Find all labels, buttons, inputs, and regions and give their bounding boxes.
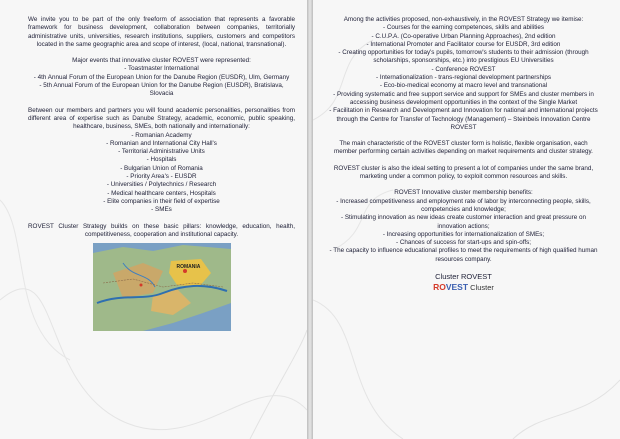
events-section (28, 57, 295, 98)
activity-item: - Conference ROVEST (431, 65, 496, 73)
danube-region-map (93, 243, 231, 331)
activity-item: - Providing systematic and free support service and support for SMEs and cluster members in accessing business development opportunities in the context of the Single Market (333, 90, 594, 106)
benefit-item: - Increasing opportunities for internationalization of SMEs; (382, 230, 545, 238)
activities-section (329, 16, 598, 132)
activities-heading: Among the activities proposed, non-exhaustively, in the ROVEST Strategy we itemise: (343, 16, 584, 23)
logo-vest: VEST (445, 282, 469, 293)
partner-item: - Bulgarian Union of Romania (120, 164, 203, 172)
partner-item: - Elite companies in their field of expertise (103, 197, 220, 205)
pillars-paragraph: ROVEST Cluster Strategy builds on these basic pillars: knowledge, education, health, competitiveness, cooperation and institutional capacity. (28, 222, 295, 238)
partner-item: - SMEs (151, 206, 172, 214)
partner-item: - Priority Area's - EUSDR (126, 173, 197, 181)
benefit-item: - The capacity to influence educational profiles to meet the requirements of high qualified human resources company. (329, 247, 598, 263)
left-page (0, 0, 307, 439)
partners-intro: Between our members and partners you will found academic personalities, personalities from different area of expertise such as Danube Strategy, academic, economic, public speaking, healthcare, business, SMEs, both nationally and internationally: (28, 106, 295, 131)
partner-item: - Territorial Administrative Units (118, 148, 205, 156)
activity-item: - Eco-bio-medical economy at macro level and transnational (379, 82, 548, 90)
partner-item: - Romanian Academy (131, 131, 192, 139)
map-country-label: ROMANIA (176, 264, 201, 271)
activity-item: - Creating opportunities for today's pupils, tomorrow's students to their admission (through scholarships, sponsorships, etc.) into prestigious EU Universities (338, 49, 589, 65)
logo-ro: RO (433, 282, 446, 293)
activity-item: - Internationalization - trans-regional development partnerships (375, 74, 551, 82)
partner-item: - Universities / Polytechnics / Research (106, 181, 217, 189)
partner-item: - Romanian and International City Hall's (106, 139, 217, 147)
logo-cluster: Cluster (470, 283, 494, 293)
partners-section (28, 107, 295, 215)
benefit-item: - Chances of success for start-ups and spin-offs; (396, 239, 531, 247)
signature-text: Cluster ROVEST (435, 272, 492, 282)
benefit-item: - Increased competitiveness and employment rate of labor by interconnecting people, skills, competencies and knowledge; (336, 197, 591, 213)
partner-item: - Medical healthcare centers, Hospitals (107, 189, 216, 197)
benefits-section (329, 189, 598, 264)
activity-item: - Facilitation in Research and Development and Innovation for national and international projects through the Centre for Transfer of Technology (Management) – Steinbeis Innovation Centre ROVEST (329, 107, 598, 131)
activity-item: - C.U.P.A. (Co-operative Urban Planning Approaches), 2nd edition (371, 32, 556, 40)
activity-item: - Courses for the earning competences, skills and abilities (383, 24, 544, 32)
right-page (313, 0, 620, 439)
event-item: - 4th Annual Forum of the European Union for the Danube Region (EUSDR), Ulm, Germany (33, 73, 290, 81)
event-item: - 5th Annual Forum of the European Union for the Danube Region (EUSDR), Bratislava, Slovacia (39, 82, 284, 98)
activity-item: - International Promoter and Facilitator course for EUSDR, 3rd edition (366, 40, 561, 48)
ideal-setting-paragraph: ROVEST cluster is also the ideal setting to present a lot of companies under the same brand, marketing under a common policy, to exploit common resources and skills. (333, 164, 594, 181)
benefits-heading: ROVEST Innovative cluster membership benefits: (394, 189, 533, 197)
partner-item: - Hospitals (146, 156, 177, 164)
event-item: - Toastmaster International (124, 65, 199, 73)
benefit-item: - Stimulating innovation as new ideas create customer interaction and great pressure on innovation actions; (340, 214, 586, 230)
intro-paragraph: We invite you to be part of the only freeform of association that represents a favorable framework for business development, collaboration between companies, territorially administrative units, universities, research institutions, suppliers, customers and competitors located in the same geographic area and scope of interest, (local, national, transnational). (28, 16, 295, 48)
cluster-signature (329, 272, 598, 293)
events-heading: Major events that innovative cluster ROVEST were represented: (72, 57, 251, 65)
rovest-logo (433, 283, 494, 292)
characteristic-paragraph: The main characteristic of the ROVEST cluster form is holistic, flexible organisation, each member performing certain activities depending on market requirements and cluster strategy. (334, 140, 593, 156)
